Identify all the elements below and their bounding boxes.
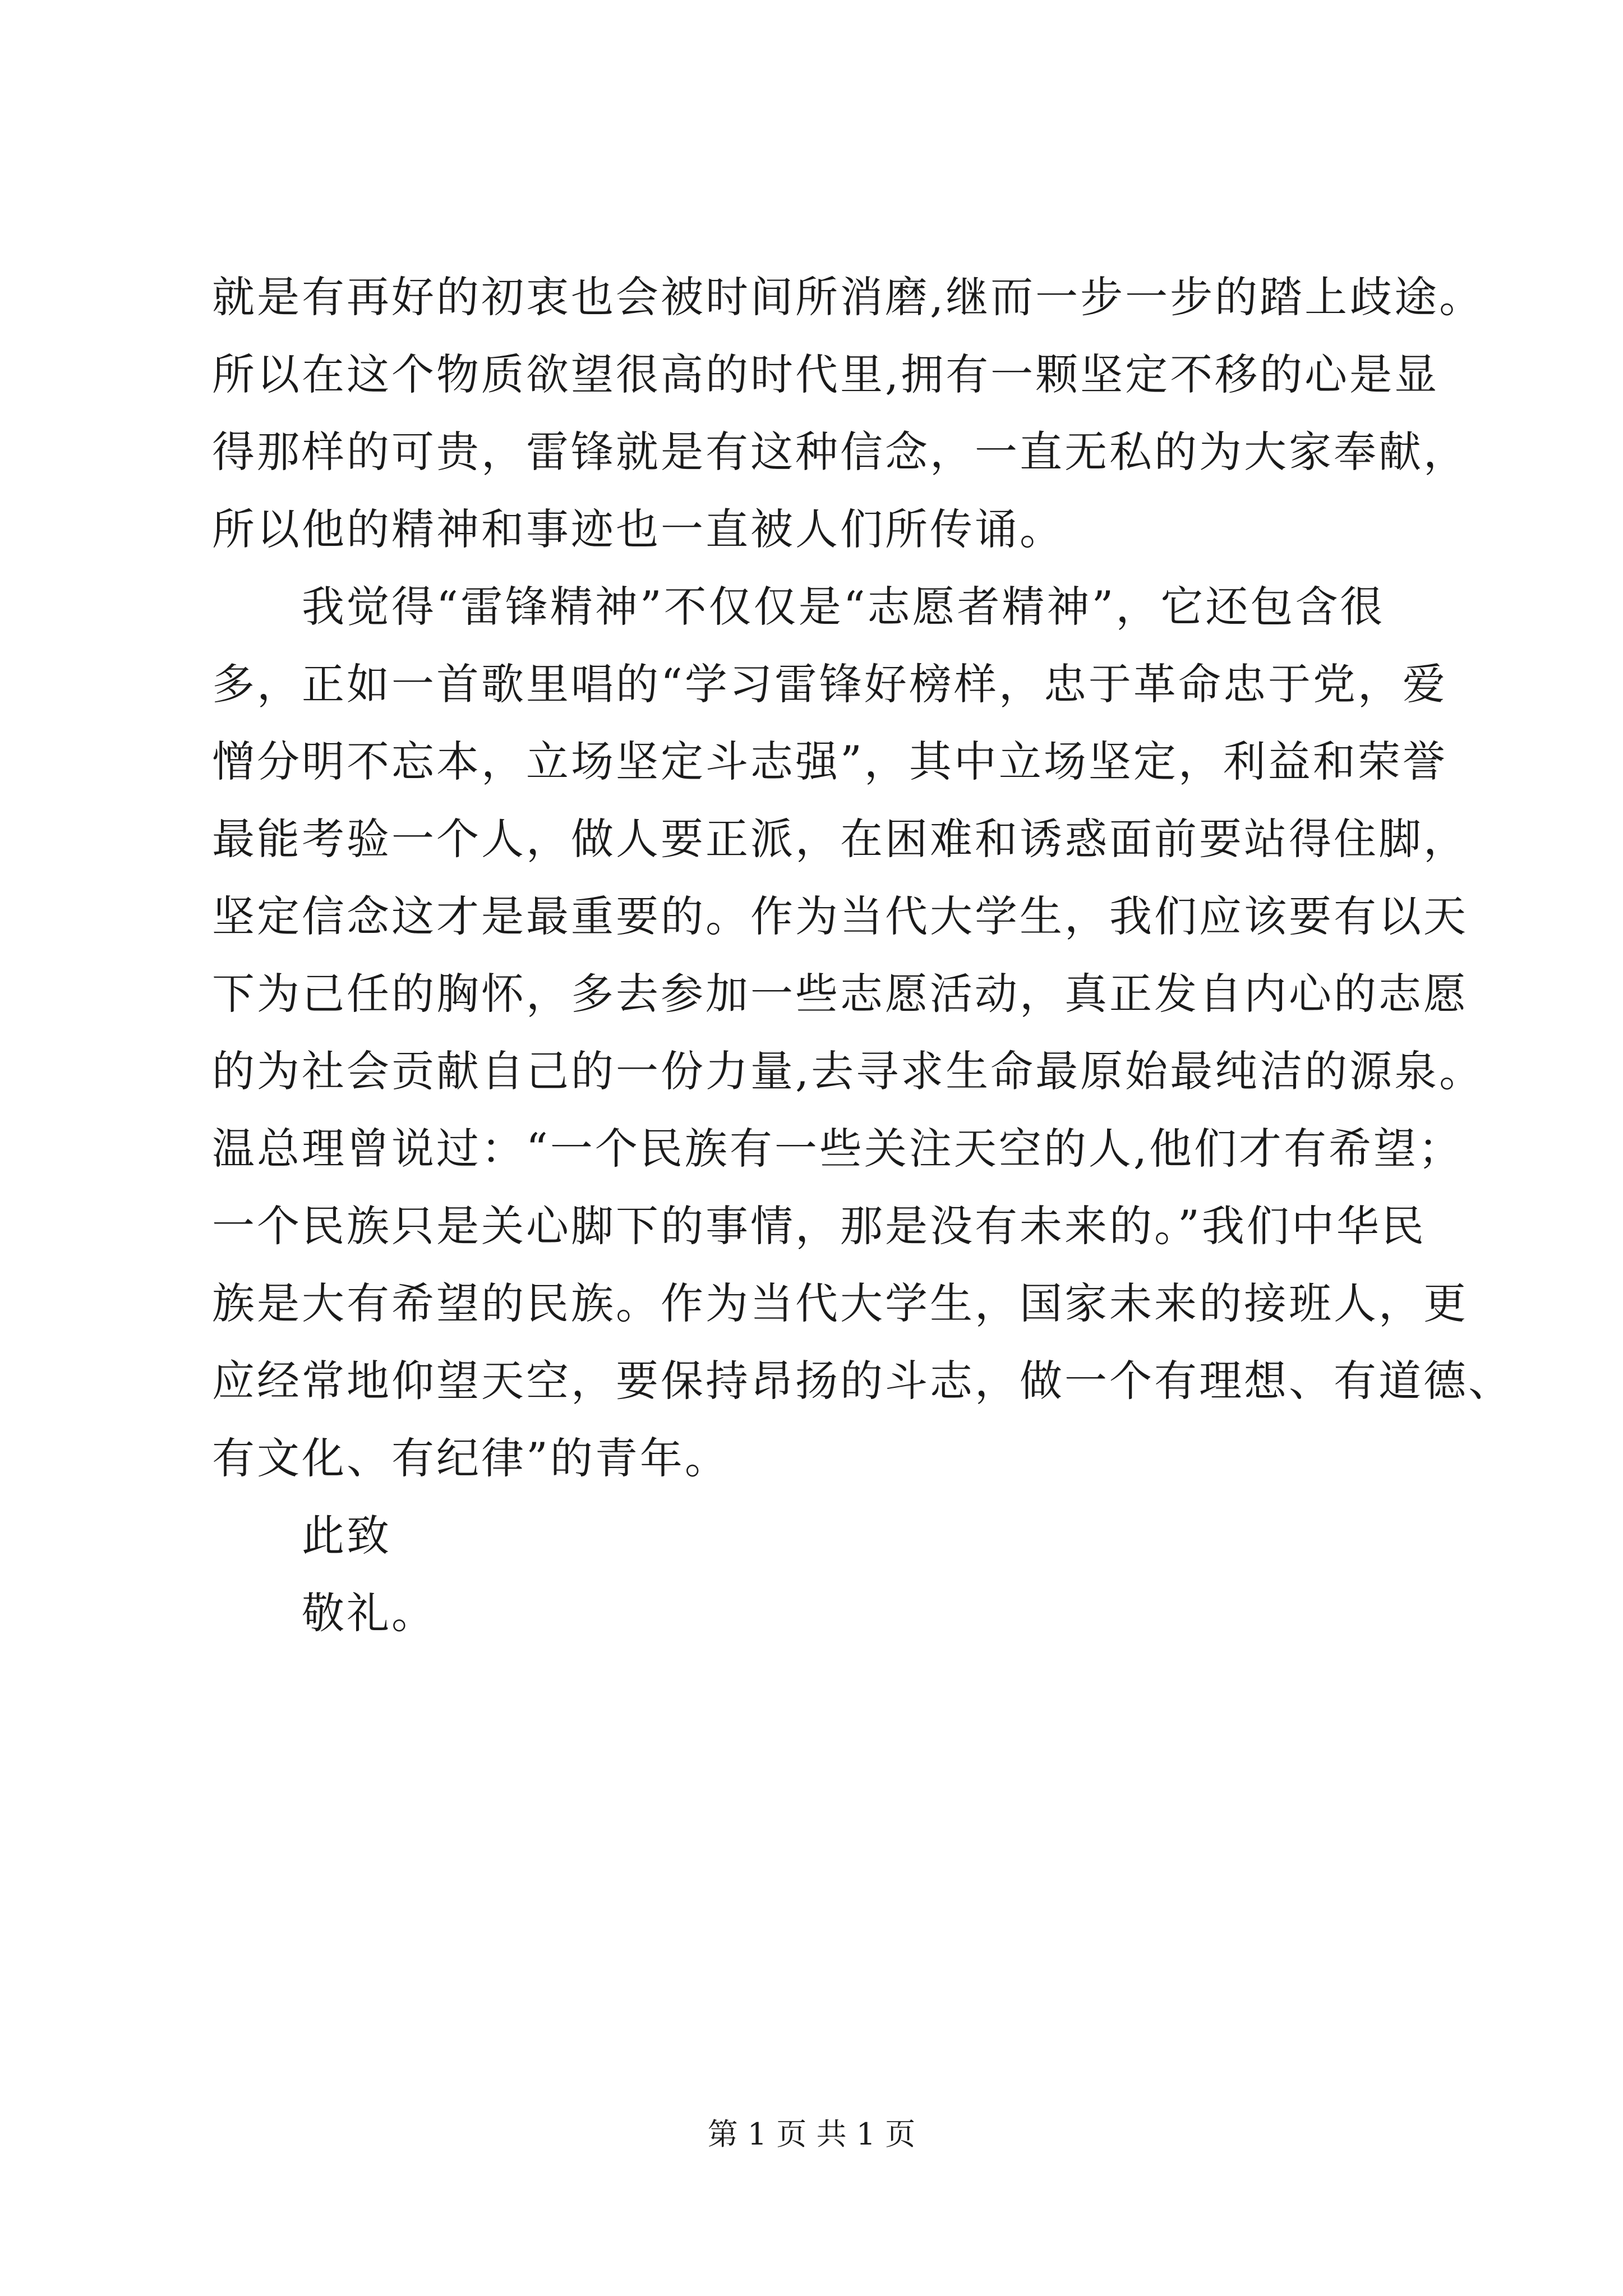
body-line: 一个民族只是关心脚下的事情，那是没有未来的。”我们中华民 bbox=[212, 1201, 1426, 1251]
body-line: 所以在这个物质欲望很高的时代里,拥有一颗坚定不移的心是显 bbox=[212, 349, 1440, 399]
body-line: 族是大有希望的民族。作为当代大学生，国家未来的接班人，更 bbox=[212, 1278, 1468, 1328]
page-number-footer: 第 1 页 共 1 页 bbox=[707, 2116, 916, 2152]
closing-regards: 敬礼。 bbox=[302, 1588, 436, 1638]
body-line: 所以他的精神和事迹也一直被人们所传诵。 bbox=[212, 504, 1064, 554]
closing-salutation: 此致 bbox=[302, 1511, 391, 1561]
body-line: 多，正如一首歌里唱的“学习雷锋好榜样，忠于革命忠于党，爱 bbox=[212, 659, 1447, 709]
body-line: 就是有再好的初衷也会被时间所消磨,继而一步一步的踏上歧途。 bbox=[212, 272, 1484, 322]
body-line: 的为社会贡献自己的一份力量,去寻求生命最原始最纯洁的源泉。 bbox=[212, 1046, 1484, 1096]
body-line: 坚定信念这才是最重要的。作为当代大学生，我们应该要有以天 bbox=[212, 891, 1468, 941]
body-line: 温总理曾说过：“一个民族有一些关注天空的人,他们才有希望； bbox=[212, 1124, 1464, 1174]
body-line: 最能考验一个人，做人要正派，在困难和诱惑面前要站得住脚， bbox=[212, 814, 1468, 864]
body-line: 憎分明不忘本，立场坚定斗志强”，其中立场坚定，利益和荣誉 bbox=[212, 737, 1447, 786]
body-line: 有文化、有纪律”的青年。 bbox=[212, 1433, 730, 1483]
body-line: 应经常地仰望天空，要保持昂扬的斗志，做一个有理想、有道德、 bbox=[212, 1356, 1513, 1406]
body-line: 下为己任的胸怀，多去参加一些志愿活动，真正发自内心的志愿 bbox=[212, 969, 1468, 1019]
paragraph-first-line: 我觉得“雷锋精神”不仅仅是“志愿者精神”，它还包含很 bbox=[302, 582, 1385, 632]
body-line: 得那样的可贵，雷锋就是有这种信念，一直无私的为大家奉献， bbox=[212, 427, 1468, 477]
